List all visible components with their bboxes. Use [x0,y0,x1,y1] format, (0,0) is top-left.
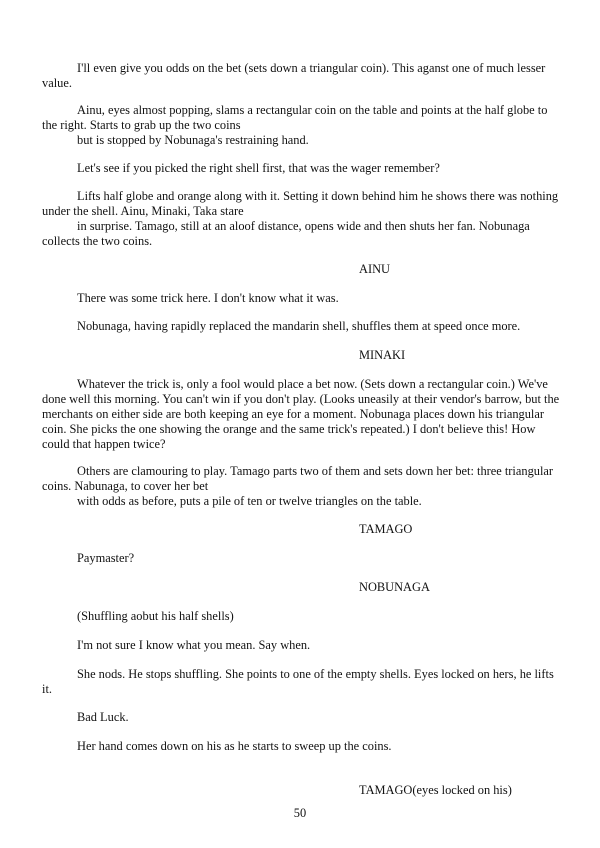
dialogue-paragraph-9 [0,551,600,566]
text-line: the right. Starts to grab up the two coins [42,118,241,132]
text-line: in surprise. Tamago, still at an aloof distance, opens wide and then shuts her fan. Nobunaga [77,219,530,233]
text-line: but is stopped by Nobunaga's restraining hand. [77,133,309,147]
text-line: Let's see if you picked the right shell first, that was the wager remember? [77,161,440,175]
page-number: 50 [293,806,307,820]
text-line: could that happen twice? [42,437,166,451]
text-line: value. [42,76,72,90]
dialogue-paragraph-11 [0,638,600,653]
action-paragraph-12 [0,667,600,697]
text-line: with odds as before, puts a pile of ten or twelve triangles on the table. [77,494,422,508]
text-line: coins. Nabunaga, to cover her bet [42,479,209,493]
text-line: Others are clamouring to play. Tamago parts two of them and sets down her bet: three triangular [77,464,554,478]
text-line: Bad Luck. [77,710,129,724]
dialogue-paragraph-13 [0,710,600,725]
text-line: Paymaster? [77,551,135,565]
action-paragraph-14 [0,739,600,754]
dialogue-paragraph-7 [0,377,600,452]
text-line: Lifts half globe and orange along with it. Setting it down behind him he shows there was nothing [77,189,559,203]
text-line: Whatever the trick is, only a fool would place a bet now. (Sets down a rectangular coin.) We've [77,377,548,391]
dialogue-paragraph-3 [0,161,600,176]
character-name-tamago: TAMAGO [359,522,413,536]
action-paragraph-1 [0,61,600,91]
action-paragraph-8 [0,464,600,509]
text-line: coin. She picks the one showing the orange and the same trick's repeated.) I don't believe this! How [42,422,536,436]
text-line: under the shell. Ainu, Minaki, Taka stare [42,204,244,218]
parenthetical-paragraph-10 [0,609,600,624]
character-name-minaki: MINAKI [359,348,406,362]
text-line: (Shuffling aobut his half shells) [77,609,234,623]
character-name-tamago-eyes: TAMAGO(eyes locked on his) [359,783,512,797]
text-line: I'll even give you odds on the bet (sets down a triangular coin). This aganst one of much lesser [77,61,546,75]
text-line: it. [42,682,52,696]
character-name-nobunaga: NOBUNAGA [359,580,430,594]
text-line: Her hand comes down on his as he starts to sweep up the coins. [77,739,392,753]
action-paragraph-4 [0,189,600,249]
text-line: Ainu, eyes almost popping, slams a rectangular coin on the table and points at the half globe to [77,103,548,117]
text-line: done well this morning. You can't win if you don't play. (Looks uneasily at their vendor's barrow, but the [42,392,560,406]
text-line: There was some trick here. I don't know what it was. [77,291,339,305]
text-line: Nobunaga, having rapidly replaced the mandarin shell, shuffles them at speed once more. [77,319,521,333]
dialogue-paragraph-5 [0,291,600,306]
text-line: She nods. He stops shuffling. She points to one of the empty shells. Eyes locked on hers, he lifts [77,667,554,681]
action-paragraph-6 [0,319,600,334]
action-paragraph-2 [0,103,600,148]
character-name-ainu: AINU [359,262,390,276]
text-line: collects the two coins. [42,234,153,248]
text-line: I'm not sure I know what you mean. Say when. [77,638,311,652]
text-line: merchants on either side are both keeping an eye for a moment. Nobunaga places down his triangular [42,407,544,421]
